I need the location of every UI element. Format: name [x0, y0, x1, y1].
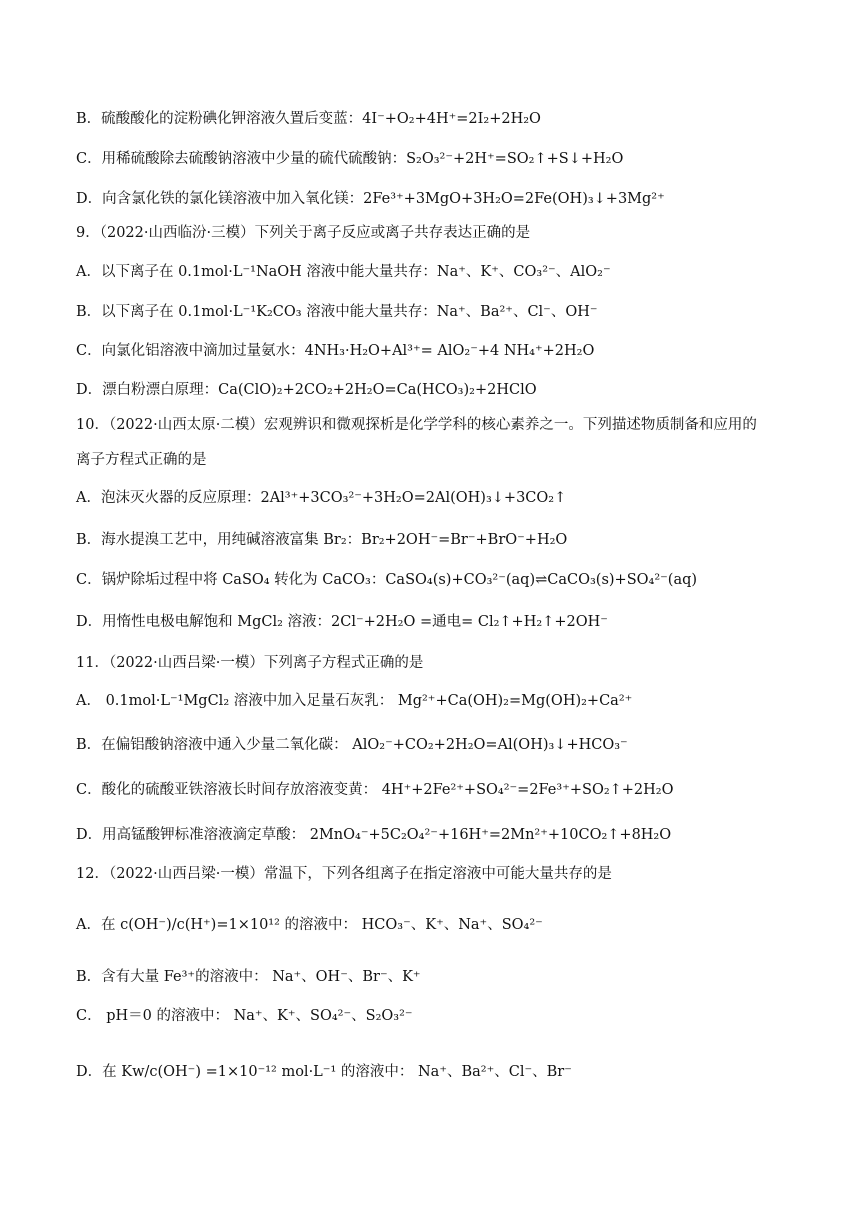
option-10c: C．锅炉除垢过程中将 CaSO₄ 转化为 CaCO₃：CaSO₄(s)+CO₃²⁻(aq)⇌CaCO₃(s)+SO₄²⁻(aq) [76, 572, 698, 588]
option-8b: B．硫酸酸化的淀粉碘化钾溶液久置后变蓝：4I⁻+O₂+4H⁺=2I₂+2H₂O [76, 111, 541, 127]
option-12a: A．在 c(OH⁻)/c(H⁺)=1×10¹² 的溶液中： HCO₃⁻、K⁺、Na⁺、SO₄²⁻ [76, 917, 543, 933]
option-10a: A．泡沫灭火器的反应原理：2Al³⁺+3CO₃²⁻+3H₂O=2Al(OH)₃↓+3CO₂↑ [76, 490, 567, 506]
option-10d: D．用惰性电极电解饱和 MgCl₂ 溶液：2Cl⁻+2H₂O =通电= Cl₂↑+H₂↑+2OH⁻ [76, 614, 608, 630]
option-8d: D．向含氯化铁的氯化镁溶液中加入氧化镁：2Fe³⁺+3MgO+3H₂O=2Fe(OH)₃↓+3Mg²⁺ [76, 191, 665, 207]
option-12c: C． pH＝0 的溶液中： Na⁺、K⁺、SO₄²⁻、S₂O₃²⁻ [76, 1008, 413, 1024]
option-11d: D．用高锰酸钾标准溶液滴定草酸： 2MnO₄⁻+5C₂O₄²⁻+16H⁺=2Mn²⁺+10CO₂↑+8H₂O [76, 827, 672, 843]
option-9c: C．向氯化铝溶液中滴加过量氨水：4NH₃·H₂O+Al³⁺= AlO₂⁻+4 NH₄⁺+2H₂O [76, 343, 595, 359]
option-10b: B．海水提溴工艺中，用纯碱溶液富集 Br₂：Br₂+2OH⁻=Br⁻+BrO⁻+H₂O [76, 532, 568, 548]
option-11b: B．在偏铝酸钠溶液中通入少量二氧化碳： AlO₂⁻+CO₂+2H₂O=Al(OH)₃↓+HCO₃⁻ [76, 737, 628, 753]
option-11a: A． 0.1mol·L⁻¹MgCl₂ 溶液中加入足量石灰乳： Mg²⁺+Ca(OH)₂=Mg(OH)₂+Ca²⁺ [76, 693, 633, 709]
question-12-stem: 12．（2022·山西吕梁·一模）常温下，下列各组离子在指定溶液中可能大量共存的是 [76, 866, 612, 882]
question-10-stem: 10．（2022·山西太原·二模）宏观辨识和微观探析是化学学科的核心素养之一。下列描述物质制备和应用的 [76, 417, 757, 433]
option-11c: C．酸化的硫酸亚铁溶液长时间存放溶液变黄： 4H⁺+2Fe²⁺+SO₄²⁻=2Fe³⁺+SO₂↑+2H₂O [76, 782, 674, 798]
question-10-stem-cont: 离子方程式正确的是 [76, 452, 207, 468]
option-9b: B．以下离子在 0.1mol·L⁻¹K₂CO₃ 溶液中能大量共存：Na⁺、Ba²⁺、Cl⁻、OH⁻ [76, 304, 598, 320]
question-9-stem: 9．（2022·山西临汾·三模）下列关于离子反应或离子共存表达正确的是 [76, 225, 531, 241]
question-11-stem: 11．（2022·山西吕梁·一模）下列离子方程式正确的是 [76, 655, 424, 671]
option-8c: C．用稀硫酸除去硫酸钠溶液中少量的硫代硫酸钠：S₂O₃²⁻+2H⁺=SO₂↑+S↓+H₂O [76, 151, 624, 167]
option-9a: A．以下离子在 0.1mol·L⁻¹NaOH 溶液中能大量共存：Na⁺、K⁺、CO₃²⁻、AlO₂⁻ [76, 264, 611, 280]
option-9d: D．漂白粉漂白原理：Ca(ClO)₂+2CO₂+2H₂O=Ca(HCO₃)₂+2HClO [76, 382, 537, 398]
option-12b: B．含有大量 Fe³⁺的溶液中： Na⁺、OH⁻、Br⁻、K⁺ [76, 969, 421, 985]
option-12d: D．在 Kw/c(OH⁻) =1×10⁻¹² mol·L⁻¹ 的溶液中： Na⁺、Ba²⁺、Cl⁻、Br⁻ [76, 1064, 572, 1080]
